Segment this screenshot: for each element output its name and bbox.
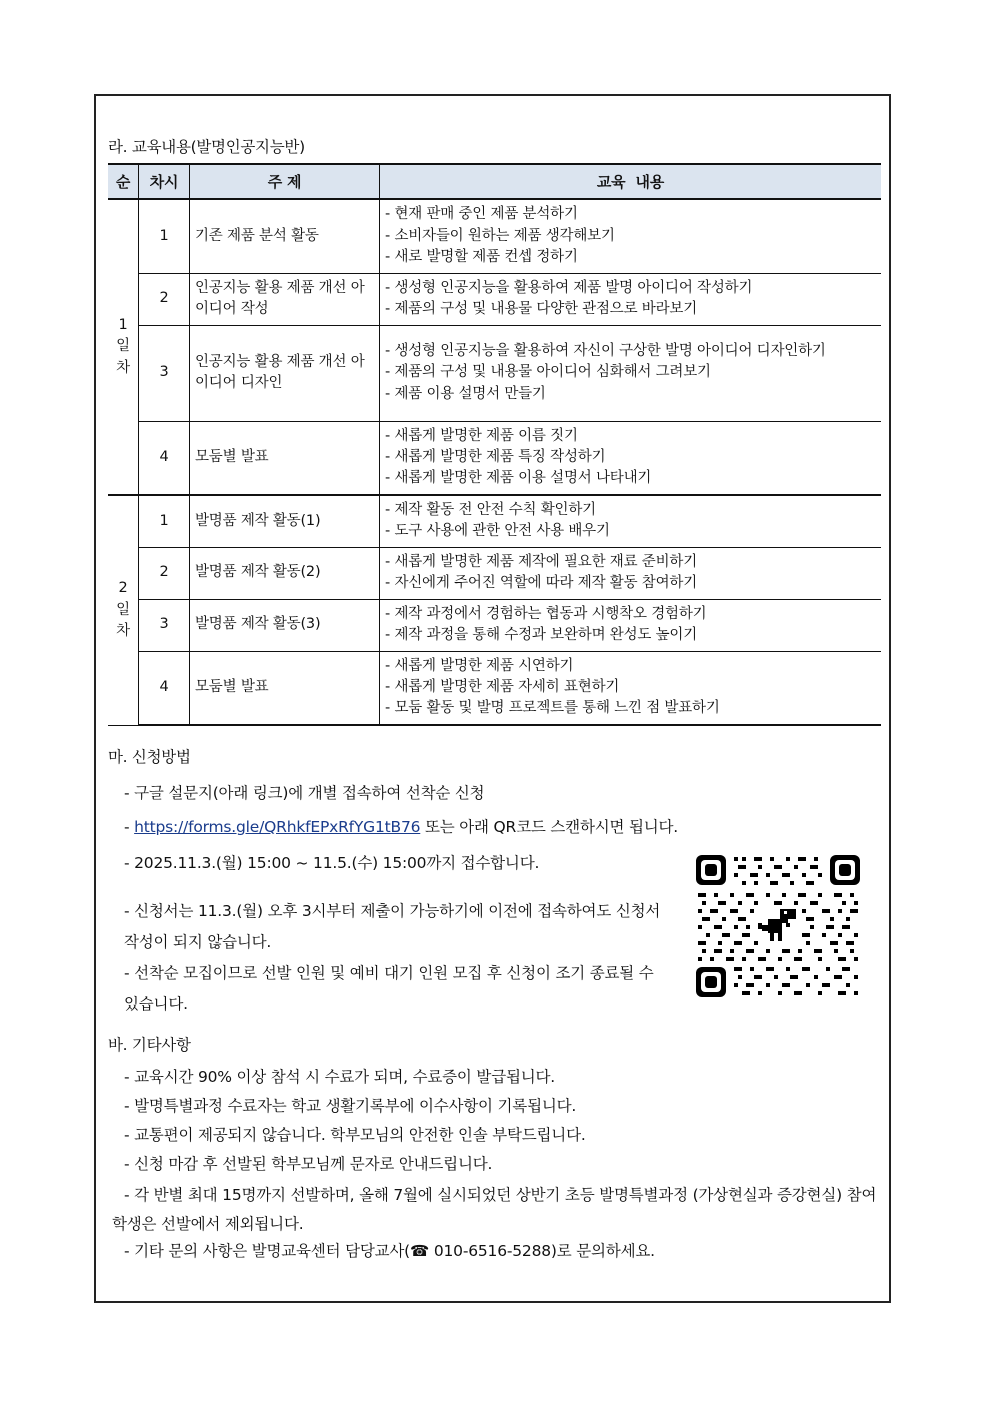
session-number: 1 xyxy=(139,495,190,547)
table-row xyxy=(108,199,881,273)
header-session: 차시 xyxy=(139,164,190,199)
session-topic: 기존 제품 분석 활동 xyxy=(190,199,380,273)
table-row xyxy=(108,325,881,421)
session-number: 3 xyxy=(139,325,190,421)
table-row xyxy=(108,651,881,725)
table-row xyxy=(108,421,881,495)
session-content: - 제작 활동 전 안전 수칙 확인하기 - 도구 사용에 관한 안전 사용 배우기 xyxy=(380,495,882,547)
section-title-application: 마. 신청방법 xyxy=(108,748,191,766)
session-topic: 인공지능 활용 제품 개선 아이디어 디자인 xyxy=(190,325,380,421)
note-item: - 교통편이 제공되지 않습니다. 학부모님의 안전한 인솔 부탁드립니다. xyxy=(124,1126,586,1144)
note-item: - 교육시간 90% 이상 참석 시 수료가 되며, 수료증이 발급됩니다. xyxy=(124,1068,556,1086)
table-header-row xyxy=(108,164,881,199)
session-content: - 새롭게 발명한 제품 제작에 필요한 재료 준비하기 - 자신에게 주어진 역할에 따라 제작 활동 참여하기 xyxy=(380,547,882,599)
session-number: 2 xyxy=(139,547,190,599)
session-number: 3 xyxy=(139,599,190,651)
application-item-link: - https://forms.gle/QRhkfEPxRfYG1tB76 또는 아래 QR코드 스캔하시면 됩니다. xyxy=(124,818,679,836)
session-content: - 생성형 인공지능을 활용하여 제품 발명 아이디어 작성하기 - 제품의 구성 및 내용물 다양한 관점으로 바라보기 xyxy=(380,273,882,325)
google-form-link[interactable]: https://forms.gle/QRhkfEPxRfYG1tB76 xyxy=(134,818,421,836)
session-topic: 발명품 제작 활동(2) xyxy=(190,547,380,599)
session-content: - 현재 판매 중인 제품 분석하기 - 소비자들이 원하는 제품 생각해보기 - 새로 발명할 제품 컨셉 정하기 xyxy=(380,199,882,273)
header-content: 교육 내용 xyxy=(380,164,882,199)
table-row xyxy=(108,495,881,547)
application-item-google-form: - 구글 설문지(아래 링크)에 개별 접속하여 선착순 신청 xyxy=(124,784,485,802)
session-topic: 발명품 제작 활동(3) xyxy=(190,599,380,651)
day-label-1: 1 일 차 xyxy=(108,199,139,495)
session-topic: 인공지능 활용 제품 개선 아이디어 작성 xyxy=(190,273,380,325)
table-row xyxy=(108,547,881,599)
session-number: 2 xyxy=(139,273,190,325)
session-number: 1 xyxy=(139,199,190,273)
note-item-contact: - 기타 문의 사항은 발명교육센터 담당교사(☎ 010-6516-5288)로 문의하세요. xyxy=(124,1242,655,1260)
session-content: - 제작 과정에서 경험하는 협동과 시행착오 경험하기 - 제작 과정을 통해 수정과 보완하며 완성도 높이기 xyxy=(380,599,882,651)
session-content: - 새롭게 발명한 제품 이름 짓기 - 새롭게 발명한 제품 특징 작성하기 - 새롭게 발명한 제품 이용 설명서 나타내기 xyxy=(380,421,882,495)
header-order: 순 xyxy=(108,164,139,199)
session-number: 4 xyxy=(139,651,190,725)
session-content: - 생성형 인공지능을 활용하여 자신이 구상한 발명 아이디어 디자인하기 - 제품의 구성 및 내용물 아이디어 심화해서 그려보기 - 제품 이용 설명서 만들기 xyxy=(380,325,882,421)
note-item: - 신청 마감 후 선발된 학부모님께 문자로 안내드립니다. xyxy=(124,1155,493,1173)
note-item: - 발명특별과정 수료자는 학교 생활기록부에 이수사항이 기록됩니다. xyxy=(124,1097,577,1115)
session-number: 4 xyxy=(139,421,190,495)
application-item-submission-note: - 신청서는 11.3.(월) 오후 3시부터 제출이 가능하기에 이전에 접속하여도 신청서 작성이 되지 않습니다. xyxy=(124,902,661,951)
table-row xyxy=(108,599,881,651)
education-content-table xyxy=(108,163,881,726)
header-topic: 주 제 xyxy=(190,164,380,199)
session-topic: 발명품 제작 활동(1) xyxy=(190,495,380,547)
application-item-first-come: - 선착순 모집이므로 선발 인원 및 예비 대기 인원 모집 후 신청이 조기 종료될 수 있습니다. xyxy=(124,964,654,1013)
section-title-other-notes: 바. 기타사항 xyxy=(108,1036,191,1054)
day-label-2: 2 일 차 xyxy=(108,495,139,725)
note-item: - 각 반별 최대 15명까지 선발하며, 올해 7월에 실시되었던 상반기 초등 발명특별과정 (가상현실과 증강현실) 참여 학생은 선발에서 제외됩니다. xyxy=(112,1186,877,1233)
qr-code-icon[interactable] xyxy=(694,853,862,999)
section-title-education-content: 라. 교육내용(발명인공지능반) xyxy=(108,138,305,156)
table-row xyxy=(108,273,881,325)
session-topic: 모둠별 발표 xyxy=(190,421,380,495)
application-item-period: - 2025.11.3.(월) 15:00 ~ 11.5.(수) 15:00까지 접수합니다. xyxy=(124,854,540,872)
session-topic: 모둠별 발표 xyxy=(190,651,380,725)
session-content: - 새롭게 발명한 제품 시연하기 - 새롭게 발명한 제품 자세히 표현하기 - 모둠 활동 및 발명 프로젝트를 통해 느낀 점 발표하기 xyxy=(380,651,882,725)
